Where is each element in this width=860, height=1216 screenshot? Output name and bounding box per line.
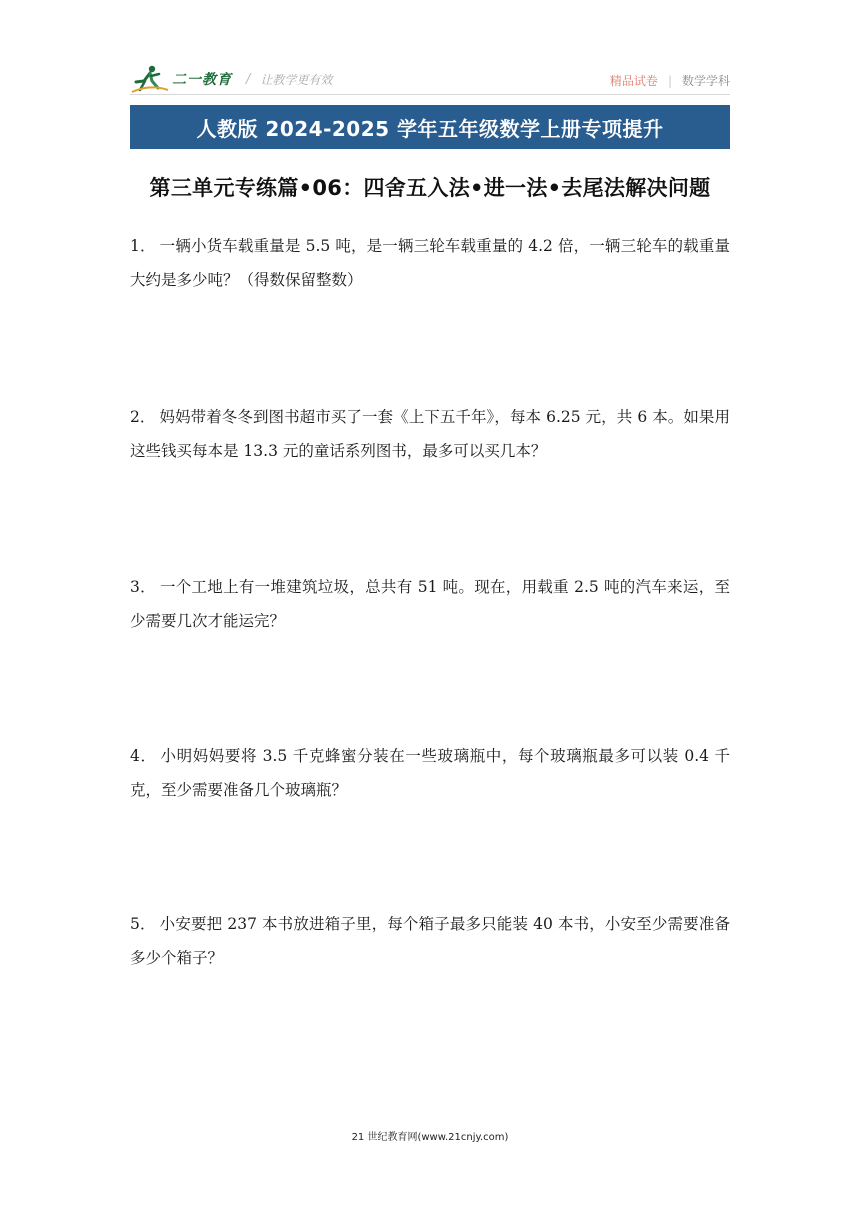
question-2 <box>130 400 730 468</box>
section-subtitle: 第三单元专练篇•06：四舍五入法•进一法•去尾法解决问题 <box>149 176 711 200</box>
tag-divider: | <box>667 73 672 88</box>
slogan: 让教学更有效 <box>260 72 333 87</box>
header-divider <box>130 94 730 95</box>
page-title: 人教版 2024-2025 学年五年级数学上册专项提升 <box>196 116 664 141</box>
question-text: 一辆小货车载重量是 5.5 吨，是一辆三轮车载重量的 4.2 倍，一辆三轮车的载重量大约是多少吨？（得数保留整数） <box>130 237 730 289</box>
subject-tag: 数学学科 <box>681 74 730 88</box>
question-number: 3． <box>130 578 156 596</box>
logo <box>130 64 332 94</box>
question-text: 妈妈带着冬冬到图书超市买了一套《上下五千年》，每本 6.25 元，共 6 本。如果用这些钱买每本是 13.3 元的童话系列图书，最多可以买几本？ <box>130 408 730 460</box>
slogan-divider: / <box>246 71 251 87</box>
question-4 <box>130 739 730 807</box>
page-footer: 21 世纪教育网(www.21cnjy.com) <box>351 1132 509 1143</box>
question-number: 1． <box>130 237 156 255</box>
question-5 <box>130 907 730 975</box>
header-tags <box>610 72 730 89</box>
question-3 <box>130 570 730 638</box>
title-banner <box>130 105 730 149</box>
question-text: 小明妈妈要将 3.5 千克蜂蜜分装在一些玻璃瓶中，每个玻璃瓶最多可以装 0.4 千克，至少需要准备几个玻璃瓶？ <box>130 747 730 799</box>
question-1 <box>130 229 730 297</box>
running-person-icon <box>130 64 170 94</box>
quality-tag: 精品试卷 <box>609 74 658 88</box>
question-text: 小安要把 237 本书放进箱子里，每个箱子最多只能装 40 本书，小安至少需要准备多少个箱子？ <box>130 915 730 967</box>
logo-text: 二一教育 <box>172 72 232 88</box>
page-header <box>130 62 730 96</box>
question-text: 一个工地上有一堆建筑垃圾，总共有 51 吨。现在，用载重 2.5 吨的汽车来运，至少需要几次才能运完？ <box>130 578 730 630</box>
question-number: 5． <box>130 915 156 933</box>
question-number: 4． <box>130 747 157 765</box>
question-number: 2． <box>130 408 156 426</box>
